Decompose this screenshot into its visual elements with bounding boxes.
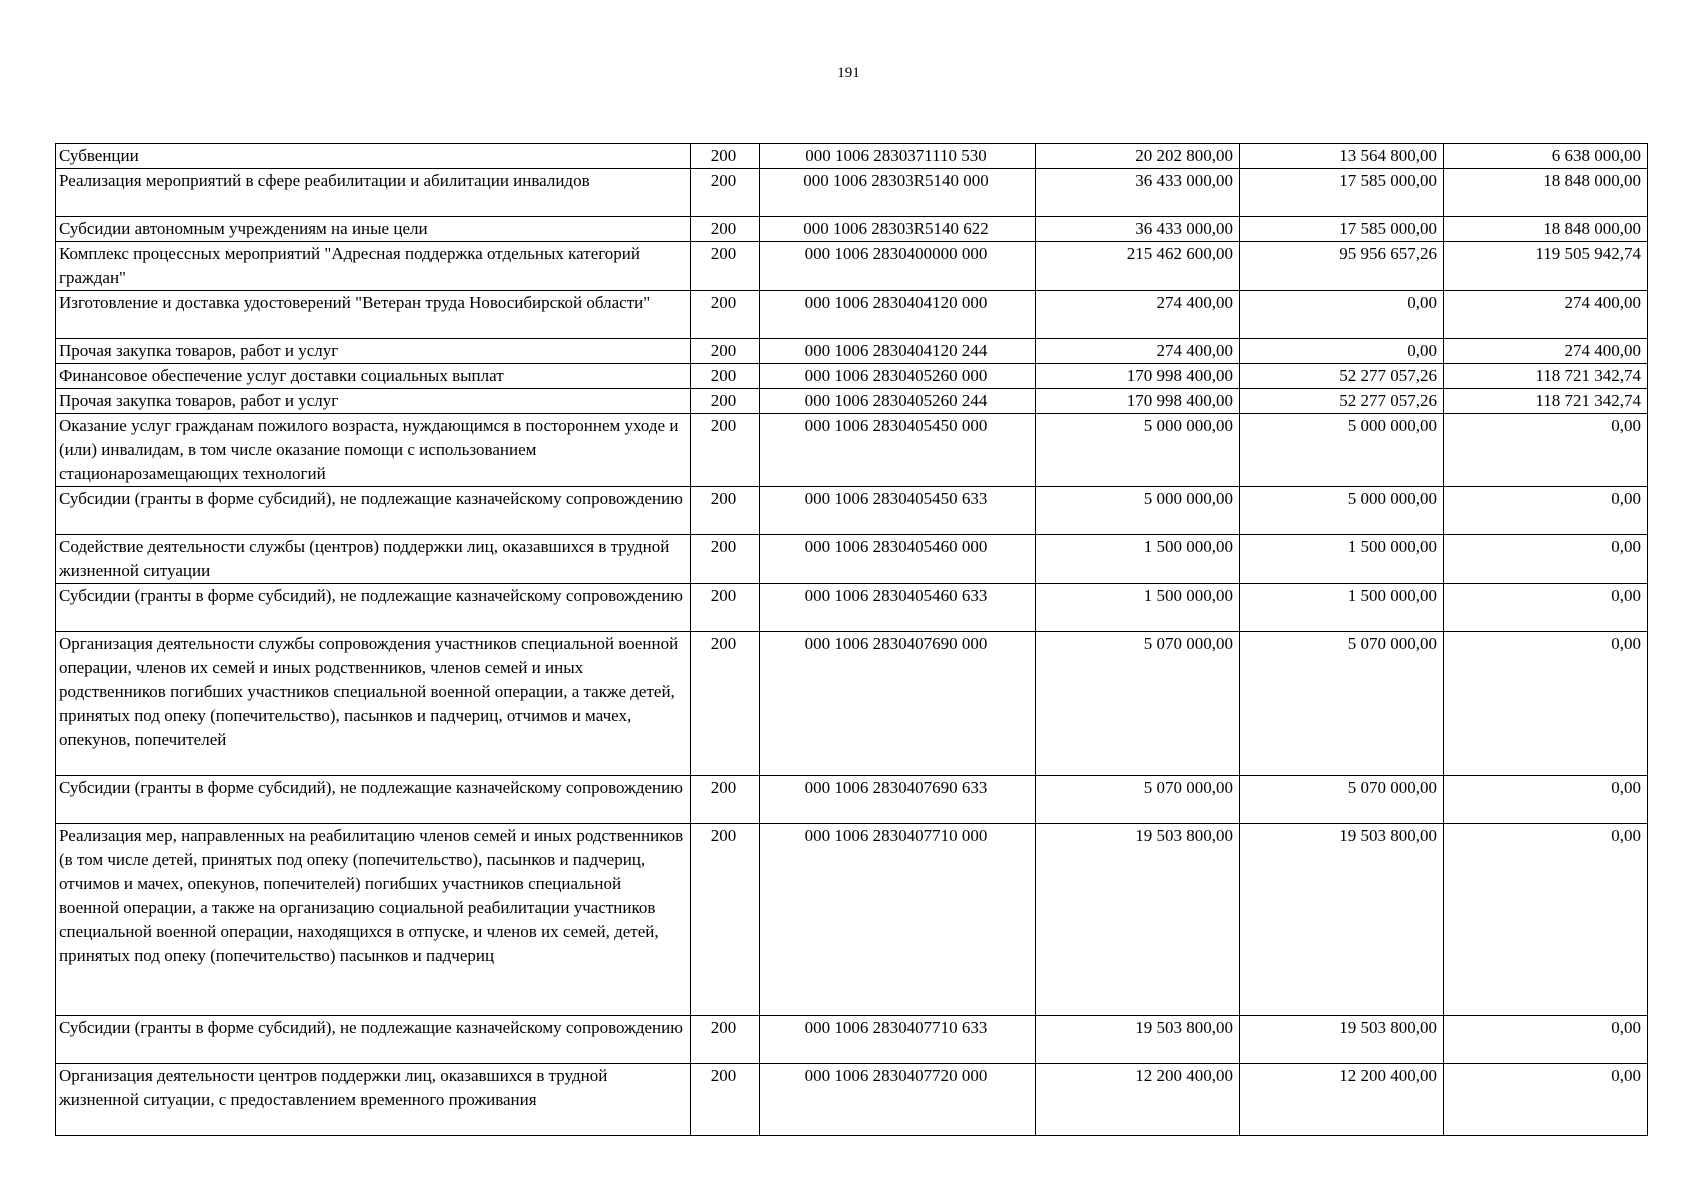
row-year1: 52 277 057,26 xyxy=(1240,389,1444,414)
table-row xyxy=(56,632,1648,776)
row-total: 5 000 000,00 xyxy=(1036,414,1240,487)
row-name: Субвенции xyxy=(56,144,691,169)
row-year2: 18 848 000,00 xyxy=(1444,169,1648,217)
table-row xyxy=(56,144,1648,169)
table-row xyxy=(56,291,1648,339)
row-year2: 0,00 xyxy=(1444,776,1648,824)
row-admin-code: 200 xyxy=(691,535,760,584)
row-name: Изготовление и доставка удостоверений "Ветеран труда Новосибирской области" xyxy=(56,291,691,339)
row-name: Финансовое обеспечение услуг доставки социальных выплат xyxy=(56,364,691,389)
row-year1: 13 564 800,00 xyxy=(1240,144,1444,169)
row-name: Субсидии (гранты в форме субсидий), не подлежащие казначейскому сопровождению xyxy=(56,487,691,535)
row-year2: 0,00 xyxy=(1444,535,1648,584)
table-row xyxy=(56,169,1648,217)
row-total: 274 400,00 xyxy=(1036,339,1240,364)
budget-table xyxy=(55,143,1648,1136)
row-admin-code: 200 xyxy=(691,291,760,339)
row-total: 1 500 000,00 xyxy=(1036,535,1240,584)
row-year1: 17 585 000,00 xyxy=(1240,169,1444,217)
table-row xyxy=(56,776,1648,824)
row-year2: 0,00 xyxy=(1444,584,1648,632)
row-budget-code: 000 1006 28303R5140 622 xyxy=(760,217,1036,242)
row-year1: 0,00 xyxy=(1240,339,1444,364)
row-total: 5 000 000,00 xyxy=(1036,487,1240,535)
row-year1: 5 000 000,00 xyxy=(1240,414,1444,487)
row-total: 36 433 000,00 xyxy=(1036,217,1240,242)
row-name: Оказание услуг гражданам пожилого возраста, нуждающимся в постороннем уходе и (или) инвалидам, в том числе оказание помощи с использованием стационарозамещающих технологий xyxy=(56,414,691,487)
row-year2: 118 721 342,74 xyxy=(1444,364,1648,389)
row-year2: 0,00 xyxy=(1444,487,1648,535)
row-year2: 274 400,00 xyxy=(1444,339,1648,364)
row-admin-code: 200 xyxy=(691,487,760,535)
row-budget-code: 000 1006 2830400000 000 xyxy=(760,242,1036,291)
row-admin-code: 200 xyxy=(691,169,760,217)
row-year1: 1 500 000,00 xyxy=(1240,535,1444,584)
row-budget-code: 000 1006 2830407690 633 xyxy=(760,776,1036,824)
row-budget-code: 000 1006 2830405450 633 xyxy=(760,487,1036,535)
row-total: 12 200 400,00 xyxy=(1036,1064,1240,1136)
row-year1: 19 503 800,00 xyxy=(1240,1016,1444,1064)
row-admin-code: 200 xyxy=(691,632,760,776)
table-row xyxy=(56,414,1648,487)
row-total: 170 998 400,00 xyxy=(1036,389,1240,414)
row-year2: 0,00 xyxy=(1444,632,1648,776)
row-budget-code: 000 1006 2830371110 530 xyxy=(760,144,1036,169)
row-name: Реализация мероприятий в сфере реабилитации и абилитации инвалидов xyxy=(56,169,691,217)
row-name: Организация деятельности службы сопровождения участников специальной военной операции, членов их семей и иных родственников, членов семей и иных родственников погибших участников специальной военной операции, а также детей, принятых под опеку (попечительство), пасынков и падчериц, отчимов и мачех, опекунов, попечителей xyxy=(56,632,691,776)
row-budget-code: 000 1006 2830407710 000 xyxy=(760,824,1036,1016)
row-year2: 0,00 xyxy=(1444,824,1648,1016)
row-total: 170 998 400,00 xyxy=(1036,364,1240,389)
row-year1: 1 500 000,00 xyxy=(1240,584,1444,632)
row-year2: 119 505 942,74 xyxy=(1444,242,1648,291)
row-name: Комплекс процессных мероприятий "Адресная поддержка отдельных категорий граждан" xyxy=(56,242,691,291)
row-admin-code: 200 xyxy=(691,339,760,364)
row-total: 215 462 600,00 xyxy=(1036,242,1240,291)
row-name: Субсидии (гранты в форме субсидий), не подлежащие казначейскому сопровождению xyxy=(56,584,691,632)
row-name: Реализация мер, направленных на реабилитацию членов семей и иных родственников (в том числе детей, принятых под опеку (попечительство), пасынков и падчериц, отчимов и мачех, опекунов, попечителей) погибших участников специальной военной операции, а также на организацию социальной реабилитации участников специальной военной операции, находящихся в отпуске, и членов их семей, детей, принятых под опеку (попечительство) пасынков и падчериц xyxy=(56,824,691,1016)
row-name: Организация деятельности центров поддержки лиц, оказавшихся в трудной жизненной ситуации, с предоставлением временного проживания xyxy=(56,1064,691,1136)
row-year1: 5 070 000,00 xyxy=(1240,776,1444,824)
table-row xyxy=(56,339,1648,364)
row-name: Субсидии (гранты в форме субсидий), не подлежащие казначейскому сопровождению xyxy=(56,776,691,824)
row-name: Прочая закупка товаров, работ и услуг xyxy=(56,389,691,414)
row-year2: 0,00 xyxy=(1444,414,1648,487)
table-row xyxy=(56,389,1648,414)
row-budget-code: 000 1006 2830405460 633 xyxy=(760,584,1036,632)
table-row xyxy=(56,1016,1648,1064)
row-admin-code: 200 xyxy=(691,242,760,291)
row-name: Прочая закупка товаров, работ и услуг xyxy=(56,339,691,364)
row-budget-code: 000 1006 2830405460 000 xyxy=(760,535,1036,584)
table-row xyxy=(56,364,1648,389)
row-budget-code: 000 1006 2830405450 000 xyxy=(760,414,1036,487)
row-budget-code: 000 1006 2830404120 244 xyxy=(760,339,1036,364)
table-row xyxy=(56,824,1648,1016)
row-admin-code: 200 xyxy=(691,824,760,1016)
row-admin-code: 200 xyxy=(691,776,760,824)
row-total: 274 400,00 xyxy=(1036,291,1240,339)
row-total: 5 070 000,00 xyxy=(1036,632,1240,776)
row-total: 5 070 000,00 xyxy=(1036,776,1240,824)
row-year2: 18 848 000,00 xyxy=(1444,217,1648,242)
row-budget-code: 000 1006 2830405260 244 xyxy=(760,389,1036,414)
row-admin-code: 200 xyxy=(691,144,760,169)
row-total: 19 503 800,00 xyxy=(1036,824,1240,1016)
row-year1: 19 503 800,00 xyxy=(1240,824,1444,1016)
row-admin-code: 200 xyxy=(691,1016,760,1064)
table-row xyxy=(56,584,1648,632)
row-name: Содействие деятельности службы (центров) поддержки лиц, оказавшихся в трудной жизненной ситуации xyxy=(56,535,691,584)
row-year1: 5 000 000,00 xyxy=(1240,487,1444,535)
row-admin-code: 200 xyxy=(691,414,760,487)
row-year1: 52 277 057,26 xyxy=(1240,364,1444,389)
row-budget-code: 000 1006 2830405260 000 xyxy=(760,364,1036,389)
row-name: Субсидии (гранты в форме субсидий), не подлежащие казначейскому сопровождению xyxy=(56,1016,691,1064)
table-row xyxy=(56,242,1648,291)
row-total: 36 433 000,00 xyxy=(1036,169,1240,217)
row-budget-code: 000 1006 28303R5140 000 xyxy=(760,169,1036,217)
row-budget-code: 000 1006 2830407690 000 xyxy=(760,632,1036,776)
row-year2: 6 638 000,00 xyxy=(1444,144,1648,169)
row-year1: 95 956 657,26 xyxy=(1240,242,1444,291)
row-admin-code: 200 xyxy=(691,1064,760,1136)
row-year2: 118 721 342,74 xyxy=(1444,389,1648,414)
row-admin-code: 200 xyxy=(691,217,760,242)
table-row xyxy=(56,1064,1648,1136)
row-total: 1 500 000,00 xyxy=(1036,584,1240,632)
row-year1: 0,00 xyxy=(1240,291,1444,339)
row-year1: 12 200 400,00 xyxy=(1240,1064,1444,1136)
table-row xyxy=(56,535,1648,584)
row-name: Субсидии автономным учреждениям на иные цели xyxy=(56,217,691,242)
row-year2: 0,00 xyxy=(1444,1016,1648,1064)
row-admin-code: 200 xyxy=(691,584,760,632)
row-budget-code: 000 1006 2830407710 633 xyxy=(760,1016,1036,1064)
row-total: 19 503 800,00 xyxy=(1036,1016,1240,1064)
row-year2: 274 400,00 xyxy=(1444,291,1648,339)
row-admin-code: 200 xyxy=(691,364,760,389)
row-budget-code: 000 1006 2830407720 000 xyxy=(760,1064,1036,1136)
table-row xyxy=(56,487,1648,535)
row-budget-code: 000 1006 2830404120 000 xyxy=(760,291,1036,339)
row-year1: 17 585 000,00 xyxy=(1240,217,1444,242)
row-year1: 5 070 000,00 xyxy=(1240,632,1444,776)
page-number: 191 xyxy=(837,65,860,81)
table-row xyxy=(56,217,1648,242)
row-total: 20 202 800,00 xyxy=(1036,144,1240,169)
row-admin-code: 200 xyxy=(691,389,760,414)
row-year2: 0,00 xyxy=(1444,1064,1648,1136)
